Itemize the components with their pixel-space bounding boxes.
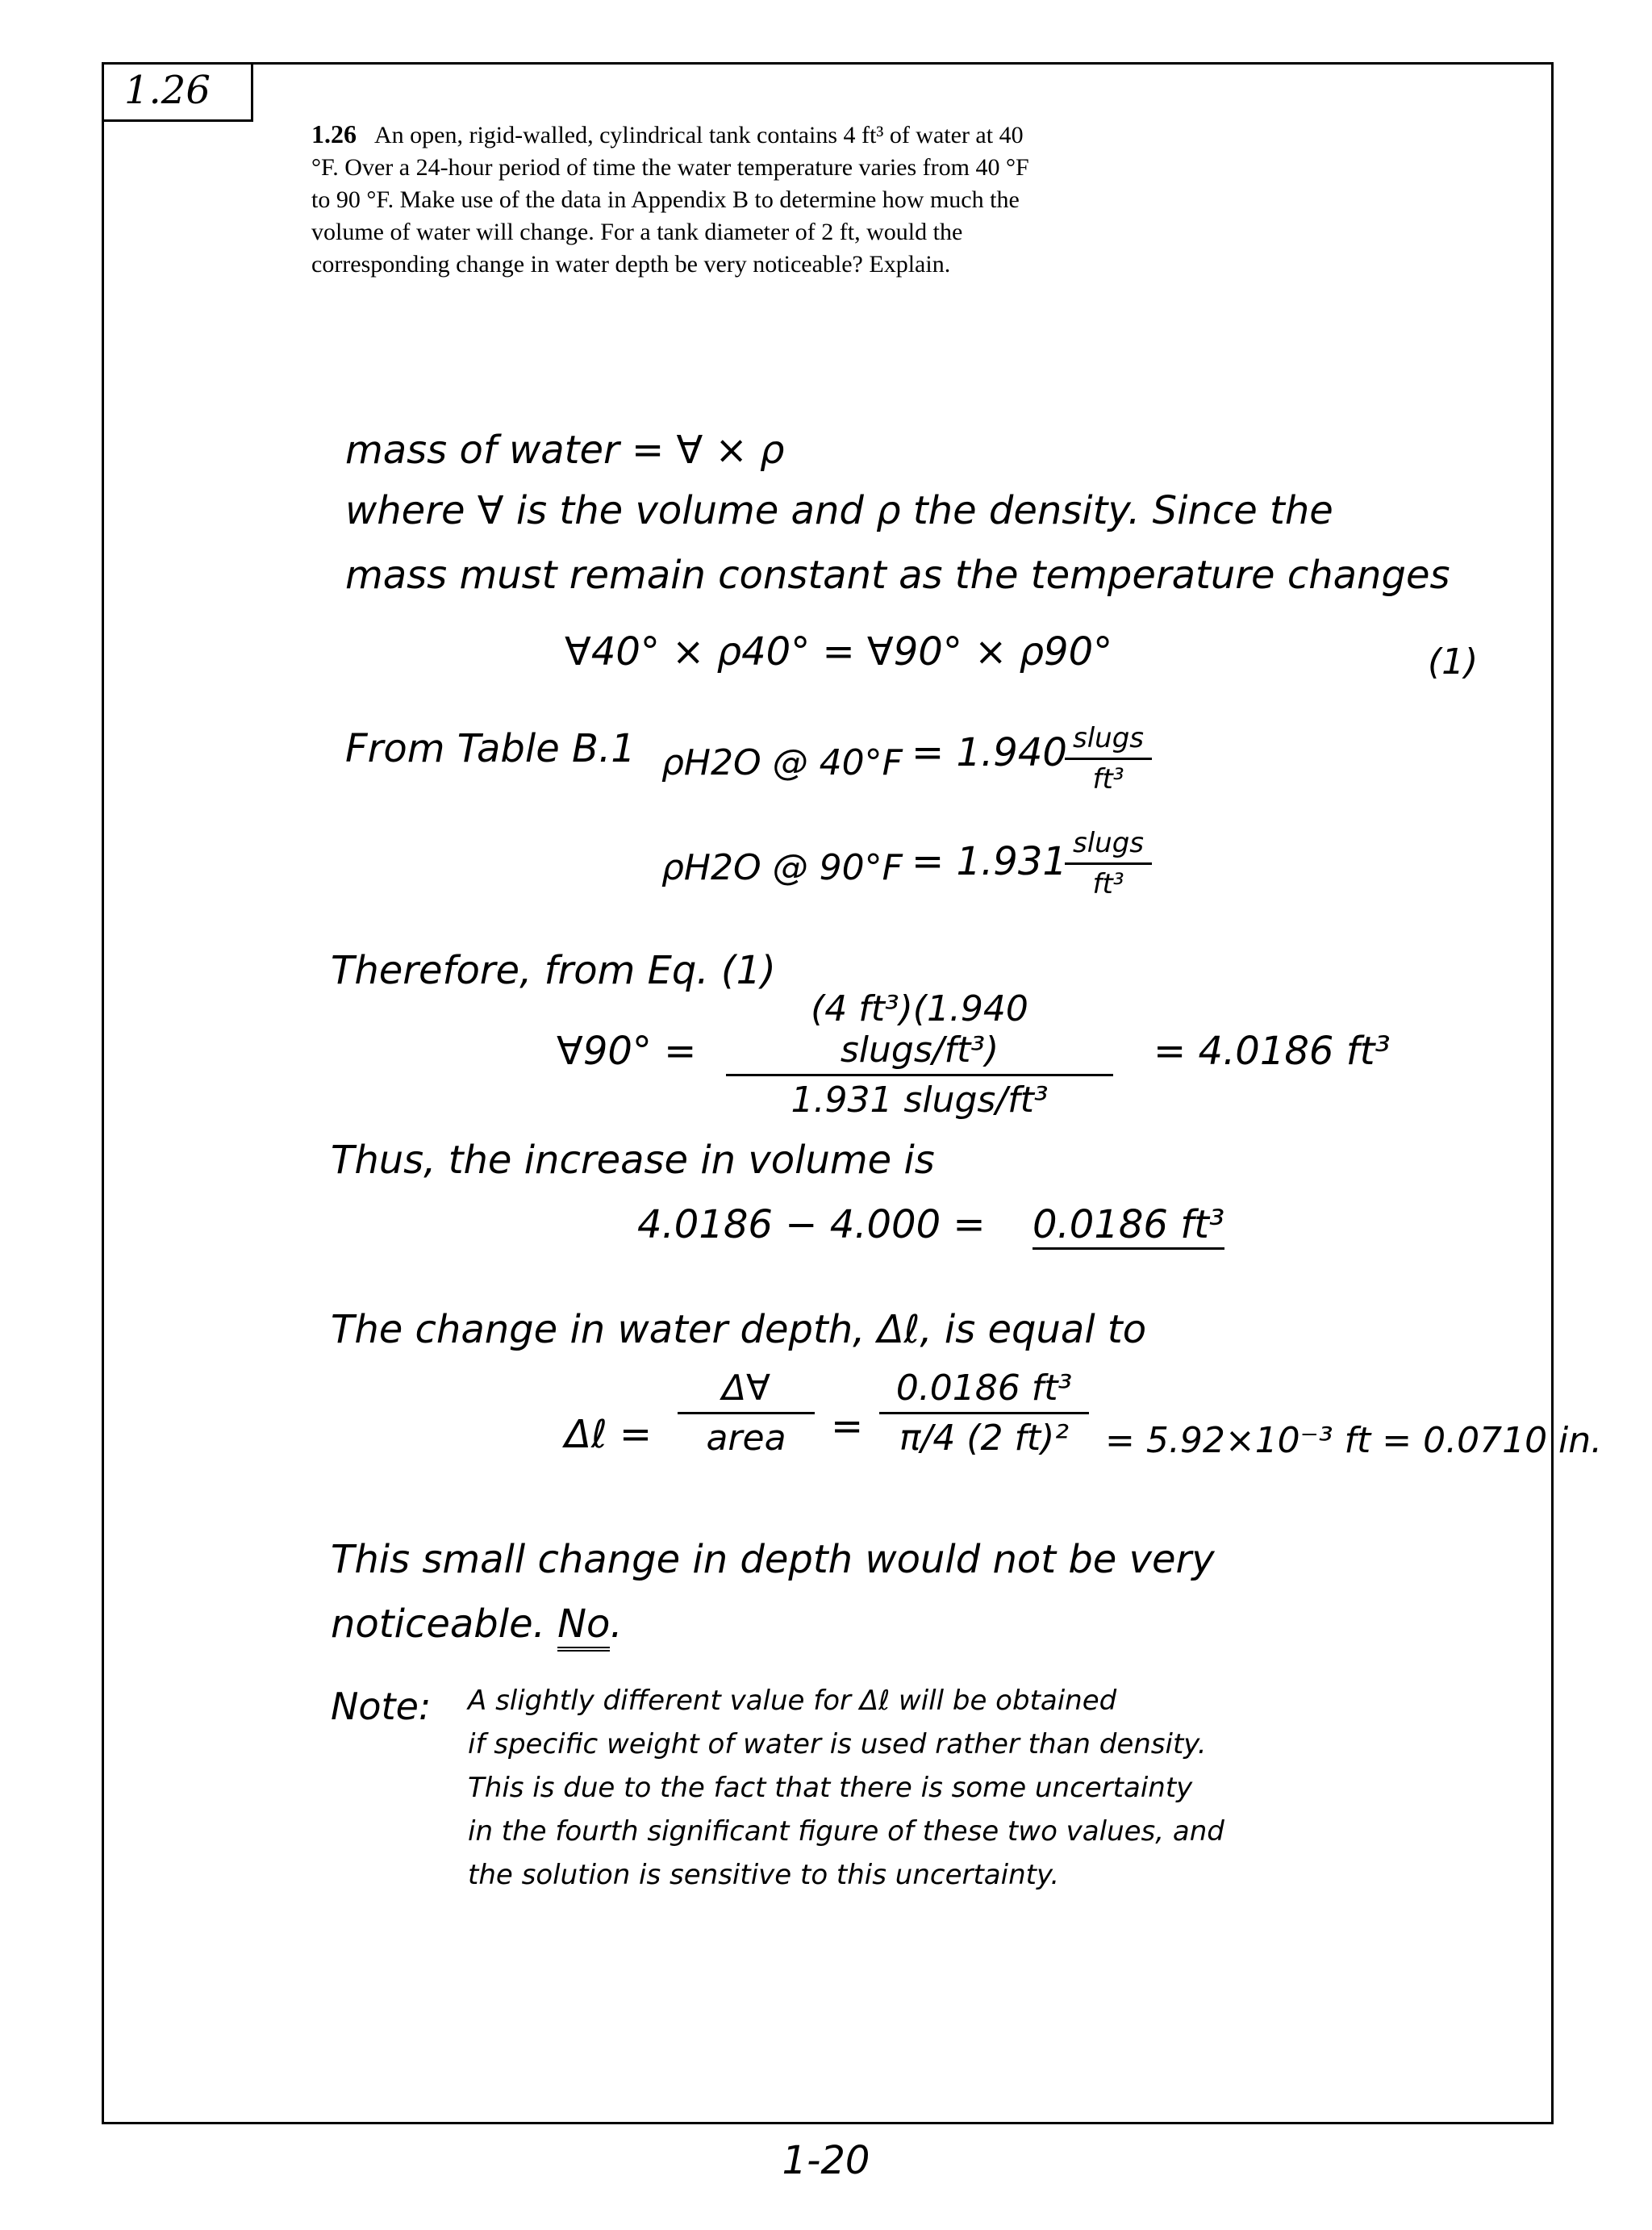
v90-denominator: 1.931 slugs/ft³: [791, 1080, 1049, 1121]
conclusion-period: .: [610, 1602, 623, 1647]
rho-90-unit: [1065, 827, 1152, 900]
v90-lhs: ∀90° =: [557, 1029, 697, 1074]
delta-l-frac2-den: π/4 (2 ft)²: [899, 1418, 1069, 1459]
delta-l-frac1-num: Δ∀: [678, 1368, 815, 1414]
delta-l-frac2-num: 0.0186 ft³: [879, 1368, 1089, 1414]
problem-text: An open, rigid-walled, cylindrical tank contains 4 ft³ of water at 40 °F. Over a 24-hour period of time the water temperature varies from 40 °F to 90 °F. Make use of the data in Appendix B to determine how much the volume of water will change. For a tank diameter of 2 ft, would the corresponding change in water depth be very noticeable? Explain.: [311, 122, 1029, 278]
delta-l-frac1-den: area: [706, 1418, 786, 1459]
rho-40-label: ρH2O @ 40°F: [661, 742, 903, 783]
problem-statement: [311, 119, 1037, 281]
delta-l-fraction-1: [678, 1368, 815, 1459]
note-line-3: This is due to the fact that there is some uncertainty: [468, 1772, 1193, 1804]
conclusion-answer: No: [557, 1602, 610, 1652]
table-ref: From Table B.1: [345, 726, 636, 771]
v90-numerator: (4 ft³)(1.940 slugs/ft³): [726, 988, 1113, 1076]
problem-tag: 1.26: [124, 68, 211, 113]
note-line-2: if specific weight of water is used rather than density.: [468, 1728, 1207, 1760]
rho-40-unit: [1065, 722, 1152, 796]
solution-line-1: mass of water = ∀ × ρ: [345, 428, 785, 473]
solution-line-2: where ∀ is the volume and ρ the density. Since the: [345, 488, 1333, 533]
note-line-1: A slightly different value for Δℓ will be obtained: [468, 1685, 1117, 1717]
rho-40-unit-den: ft³: [1092, 763, 1124, 796]
note-label: Note:: [331, 1685, 432, 1728]
thus-line: Thus, the increase in volume is: [331, 1138, 935, 1183]
delta-l-fraction-2: [879, 1368, 1089, 1459]
note-line-5: the solution is sensitive to this uncertainty.: [468, 1859, 1060, 1891]
v90-result: = 4.0186 ft³: [1153, 1029, 1391, 1074]
conclusion-line-2: [331, 1602, 623, 1647]
delta-l-lhs: Δℓ =: [565, 1412, 653, 1457]
solution-line-3: mass must remain constant as the temperature changes: [345, 553, 1450, 598]
rho-90-unit-den: ft³: [1092, 868, 1124, 900]
delta-l-equals: =: [831, 1404, 864, 1449]
conclusion-line-1: This small change in depth would not be very: [331, 1537, 1215, 1582]
note-line-4: in the fourth significant figure of these two values, and: [468, 1815, 1224, 1848]
rho-90-value: = 1.931: [912, 839, 1067, 884]
equation-1-label: (1): [1428, 641, 1479, 683]
rho-90-unit-num: slugs: [1065, 827, 1152, 865]
conclusion-noticeable: noticeable.: [331, 1602, 545, 1647]
problem-number: 1.26: [311, 119, 357, 148]
delta-l-result: = 5.92×10⁻³ ft = 0.0710 in.: [1105, 1420, 1603, 1461]
increase-expression: 4.0186 − 4.000 =: [637, 1202, 986, 1247]
rho-40-unit-num: slugs: [1065, 722, 1152, 760]
increase-result: 0.0186 ft³: [1032, 1202, 1224, 1250]
rho-90-label: ρH2O @ 90°F: [661, 847, 903, 888]
v90-fraction: [726, 988, 1113, 1121]
depth-intro: The change in water depth, Δℓ, is equal to: [331, 1307, 1147, 1352]
therefore-line: Therefore, from Eq. (1): [331, 948, 776, 993]
rho-40-value: = 1.940: [912, 730, 1067, 775]
page-number: 1-20: [782, 2138, 870, 2183]
equation-1: ∀40° × ρ40° = ∀90° × ρ90°: [565, 629, 1113, 674]
